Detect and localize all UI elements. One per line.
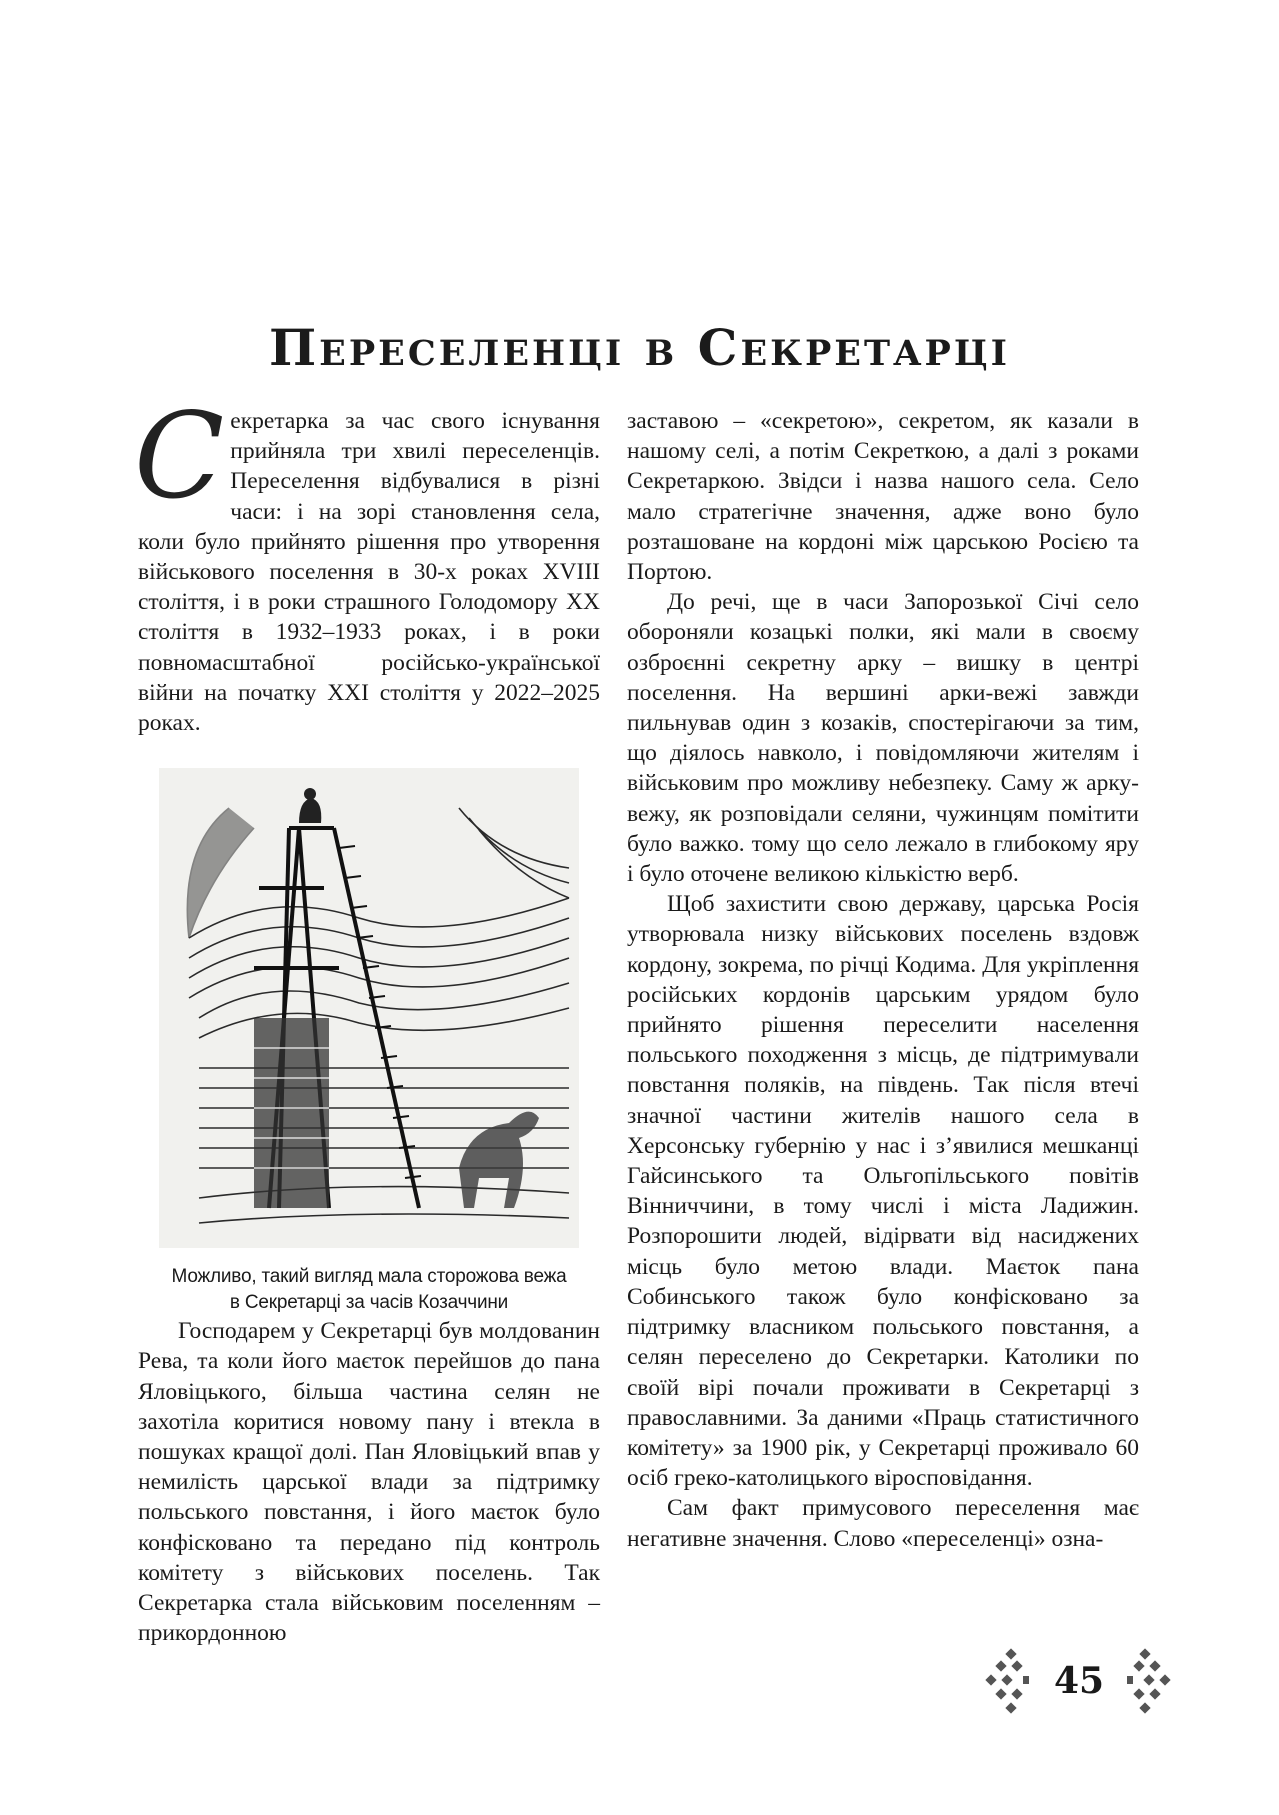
drop-cap: С xyxy=(134,387,225,525)
watchtower-drawing xyxy=(159,768,579,1248)
left-ornament-icon xyxy=(983,1648,1033,1718)
figure-caption xyxy=(138,1264,600,1316)
caption-line-2: в Секретарці за часів Козаччини xyxy=(229,1292,509,1314)
watchtower-illustration xyxy=(159,768,579,1248)
paragraph-outpost: заставою – «секретою», секретом, як казали в нашому селі, а потім Секреткою, а далі з роками Секретаркою. Звідси і назва нашого села. Село мало стратегічне значення, адже воно було розташоване на кордоні між царською Росією та Портою. xyxy=(627,408,1139,586)
page-footer xyxy=(983,1648,1173,1718)
intro-text: екретарка за час свого існування прийняла три хвилі переселенців. Переселення відбувалися в різні часи: і на зорі становлення села, коли було прийнято рішення про утворення військового поселення в 30-х роках XVIII століття, і в роки страшного Голодомору XX століття в 1932–1933 роках, і в роки повномасштабної російсько-української війни на початку XXI століття у 2022–2025 роках. xyxy=(138,408,600,737)
paragraph-military-settlements: Щоб захистити свою державу, царська Росія утворювала низку військових поселень вздовж кордону, зокрема, по річці Кодима. Для укріплення російських кордонів царським урядом було прийнято рішення переселити населення польського походження з місць, де підтримували повстання поляків, на південь. Так після втечі значної частини жителів нашого села в Херсонську губернію у нас і з’явилися мешканці Гайсинського та Ольгопільського повітів Вінниччини, в тому числі і міста Ладижин. Розпорошити людей, відірвати від насиджених місць було метою влади. Маєток пана Собинського також було конфісковано за підтримку власником польського повстання, а селян переселено до Секретарки. Католики по своїй вірі почали проживати в Секретарці з православними. За даними «Праць статистичного комітету» за 1900 рік, у Секретарці проживало 60 осіб греко-католицького віросповідання. xyxy=(627,891,1139,1492)
caption-line-1: Можливо, такий вигляд мала сторожова вежа xyxy=(171,1266,567,1288)
page-number: 45 xyxy=(1053,1660,1105,1702)
right-column xyxy=(627,406,1139,1554)
intro-paragraph xyxy=(134,387,600,738)
paragraph-landlord: Господарем у Секретарці був молдованин Рева, та коли його маєток перейшов до пана Яловіцького, більша частина селян не захотіла коритися новому пану і втекла в пошуках кращої долі. Пан Яловіцький впав у немилість царської влади за підтримку польського повстання, і його маєток було конфісковано та передано під контроль комітету з військових поселень. Так Секретарка стала військовим поселенням – прикордонною xyxy=(138,1318,600,1647)
right-ornament-icon xyxy=(1123,1648,1173,1718)
paragraph-forced-resettlement: Сам факт примусового переселення має негативне значення. Слово «переселенці» озна- xyxy=(627,1495,1139,1552)
left-column xyxy=(134,387,600,1648)
paragraph-cossack-tower: До речі, ще в часи Запорозької Січі село обороняли козацькі полки, які мали в своєму озброєнні секретну арку – вишку в центрі поселення. На вершині арки-вежі завжди пильнував один з козаків, спостерігаючи за тим, що діялось навколо, і повідомляючи жителям і військовим про можливу небезпеку. Саму ж арку-вежу, як розповідали селяни, чужинцям помітити було важко. тому що село лежало в глибокому яру і було оточене великою кількістю верб. xyxy=(627,589,1139,888)
page-title: Переселенці в Секретарці xyxy=(268,318,1011,377)
